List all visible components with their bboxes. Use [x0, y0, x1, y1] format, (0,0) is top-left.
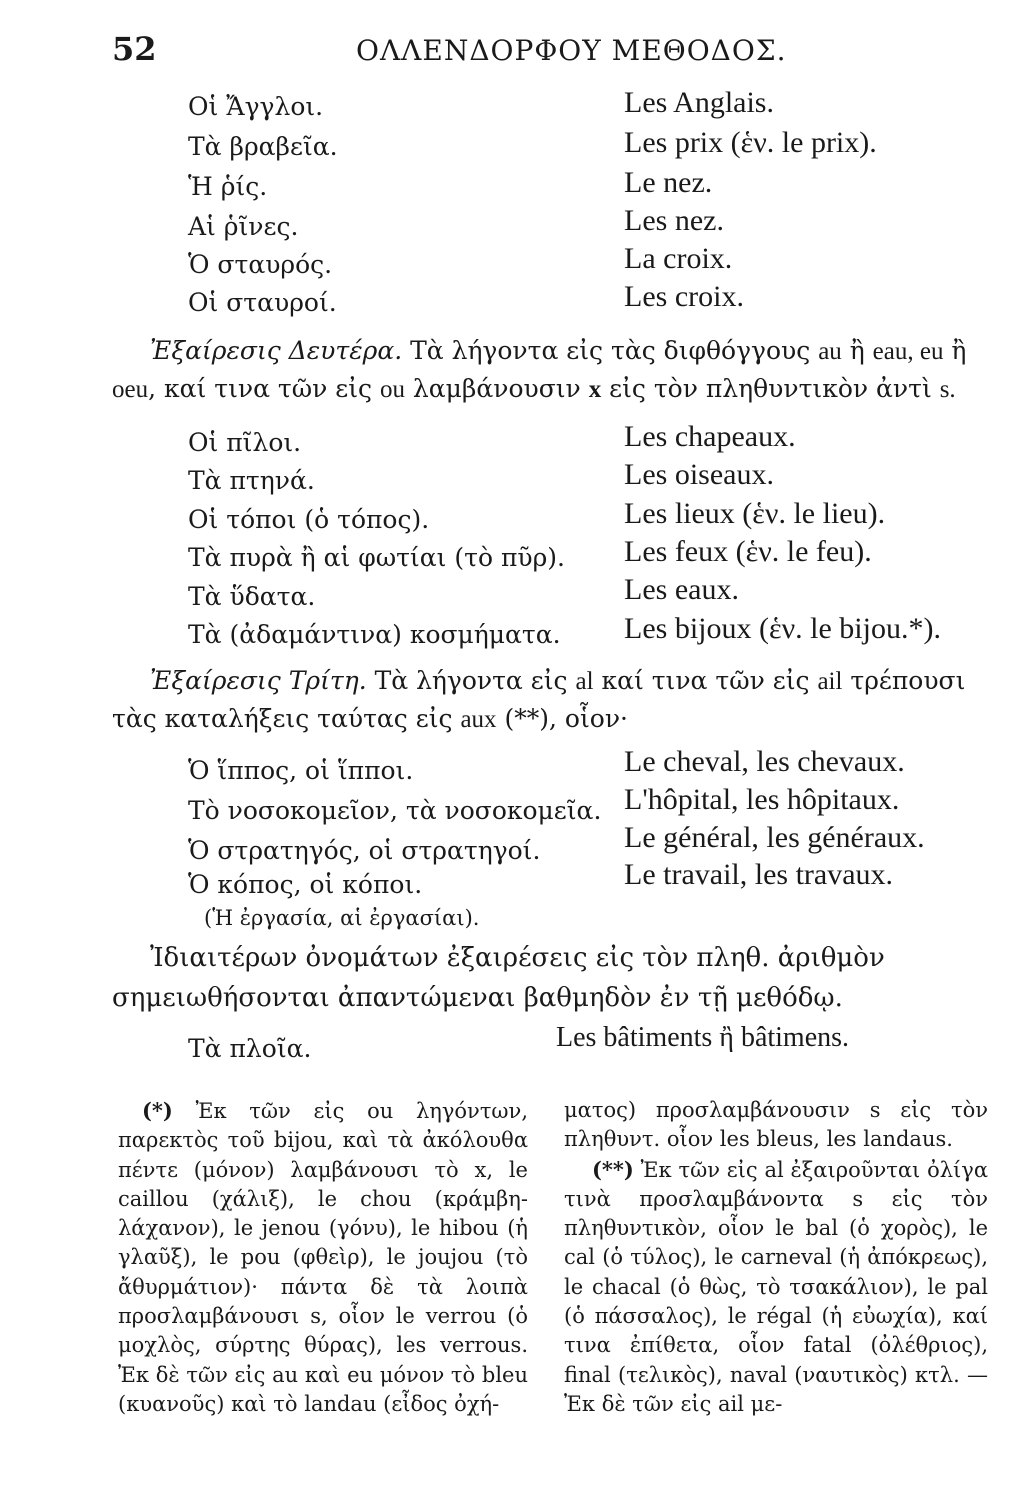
french-term: L'hôpital, les hôpitaux.	[624, 783, 900, 816]
french-term: Le travail, les travaux.	[624, 858, 894, 891]
greek-term: Οἱ τόποι (ὁ τόπος).	[188, 505, 430, 534]
french-term: Les bijoux (ἑν. le bijou.*).	[624, 612, 941, 645]
footnote-mark: (**)	[592, 1156, 634, 1182]
greek-term: Ὁ κόπος, οἱ κόποι.	[188, 870, 423, 899]
footnote-text: Ἐκ τῶν εἰς ou ληγόντων, παρεκτὸς τοῦ bijou, καὶ τὰ ἀκόλουθα πέντε (μόνον) λαμβάνουσι τὸ x, le caillou (χάλιξ), le chou (κράμβη-λάχανον), le jenou (γόνυ), le hibou (ἡ γλαῦξ), le pou (φθεὶρ), le joujou (τὸ ἄθυρμάτιον)· πάντα δὲ τὰ λοιπὰ προσλαμβάνουσι s, οἷον le verrou (ὁ μοχλὸς, σύρτης θύρας), les verrous. Ἐκ δὲ τῶν εἰς au καὶ eu μόνον τὸ bleu (κυανοῦς) καὶ τὸ landau (εἶδος ὀχή-	[118, 1099, 528, 1416]
greek-note: (Ἡ ἐργασία, αἱ ἐργασίαι).	[204, 906, 480, 930]
french-term: Les bâtiments ἢ bâtimens.	[556, 1022, 850, 1053]
footnote-left-column	[118, 1096, 528, 1419]
greek-term: Τὸ νοσοκομεῖον, τὰ νοσοκομεῖα.	[188, 796, 602, 825]
french-term: Les nez.	[624, 204, 724, 237]
greek-term: Αἱ ῥῖνες.	[188, 212, 299, 241]
exception-second-paragraph: Ἐξαίρεσις Δευτέρα. Τὰ λήγοντα εἰς τὰς διφθόγγους au ἢ eau, eu ἢ oeu, καί τινα τῶν εἰς ou λαμβάνουσιν x εἰς τὸν πληθυντικὸν ἀντὶ s.	[112, 336, 967, 403]
french-term: Les feux (ἑν. le feu).	[624, 535, 872, 568]
greek-term: Τὰ πτηνά.	[188, 466, 315, 495]
footnote-text: ματος) προσλαμβάνουσιν s εἰς τὸν πληθυντ. οἷον les bleus, les landaus.	[564, 1098, 988, 1152]
greek-term: Οἱ Ἄγγλοι.	[188, 92, 324, 121]
french-term: La croix.	[624, 242, 733, 275]
french-term: Les oiseaux.	[624, 458, 774, 491]
greek-term: Τὰ (ἀδαμάντινα) κοσμήματα.	[188, 620, 561, 649]
french-term: Les chapeaux.	[624, 420, 796, 453]
french-term: Le nez.	[624, 166, 713, 199]
french-term: Les prix (ἑν. le prix).	[624, 126, 877, 159]
footnote-text: Ἐκ τῶν εἰς al ἐξαιροῦνται ὀλίγα τινὰ προσλαμβάνοντα s εἰς τὸν πληθυντικὸν, οἷον le bal (ὁ χορὸς), le cal (ὁ τύλος), le carneval (ἡ ἀπόκρεως), le chacal (ὁ θὼς, τὸ τσακάλιον), le pal (ὁ πάσσαλος), le régal (ἡ εὐωχία), καί τινα ἐπίθετα, οἷον fatal (ὀλέθριος), final (τελικὸς), naval (ναυτικὸς) κτλ. — Ἐκ δὲ τῶν εἰς ail με-	[564, 1157, 988, 1416]
greek-term: Οἱ σταυροί.	[188, 288, 337, 317]
page-number: 52	[112, 30, 157, 68]
french-term: Le général, les généraux.	[624, 821, 925, 854]
french-term: Les eaux.	[624, 573, 739, 606]
greek-term: Τὰ πυρὰ ἢ αἱ φωτίαι (τὸ πῦρ).	[188, 543, 565, 572]
greek-term: Ὁ σταυρός.	[188, 250, 333, 279]
french-term: Les croix.	[624, 280, 744, 313]
footnote-mark: (*)	[142, 1098, 173, 1123]
french-term: Le cheval, les chevaux.	[624, 745, 905, 778]
greek-term: Ὁ ἵππος, οἱ ἵπποι.	[188, 756, 414, 785]
special-names-paragraph: Ἰδιαιτέρων ὀνομάτων ἐξαιρέσεις εἰς τὸν πληθ. ἀριθμὸν σημειωθήσονται ἀπαντώμεναι βαθμηδὸν ἐν τῇ μεθόδῳ.	[112, 943, 885, 1013]
greek-term: Τὰ πλοῖα.	[188, 1034, 312, 1063]
exception-third-paragraph: Ἐξαίρεσις Τρίτη. Τὰ λήγοντα εἰς al καί τινα τῶν εἰς ail τρέπουσι τὰς καταλήξεις ταύτας εἰς aux (**), οἷον·	[112, 666, 966, 733]
greek-term: Τὰ βραβεῖα.	[188, 132, 338, 161]
french-term: Les lieux (ἑν. le lieu).	[624, 497, 886, 530]
exception-label: Ἐξαίρεσις Τρίτη.	[150, 666, 367, 695]
greek-term: Τὰ ὕδατα.	[188, 582, 316, 611]
greek-term: Ὁ στρατηγός, οἱ στρατηγοί.	[188, 836, 541, 865]
footnote-right-column	[564, 1096, 988, 1419]
running-title: ΟΛΛΕΝΔΟΡΦΟΥ ΜΕΘΟΔΟΣ.	[356, 34, 787, 67]
french-term: Les Anglais.	[624, 86, 774, 119]
greek-term: Ἡ ῥίς.	[188, 172, 268, 201]
greek-term: Οἱ πῖλοι.	[188, 428, 302, 457]
exception-label: Ἐξαίρεσις Δευτέρα.	[150, 336, 403, 365]
